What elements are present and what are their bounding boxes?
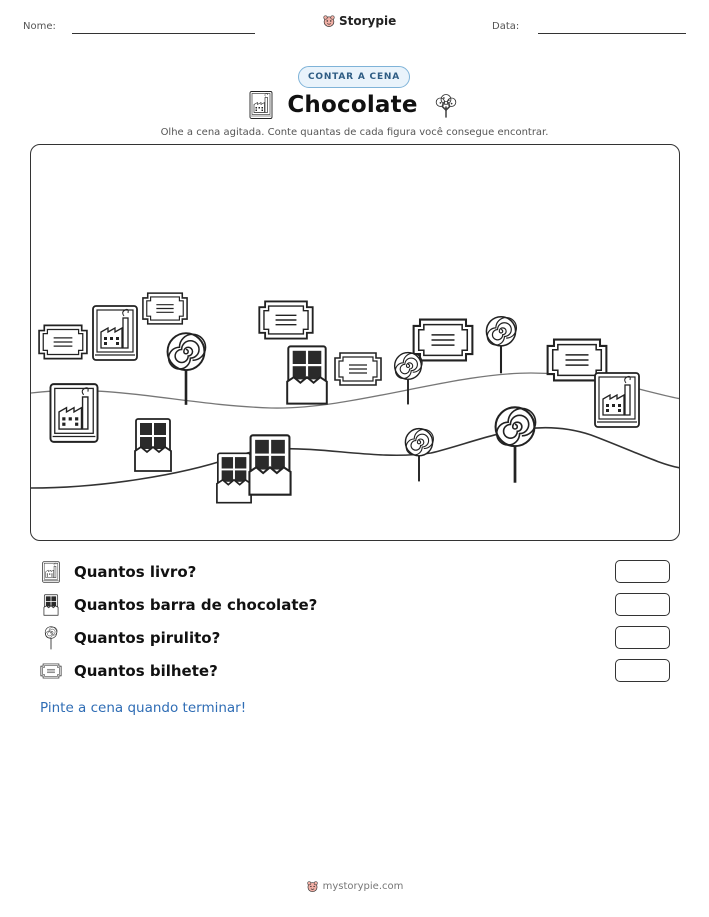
- chocolate-bar-icon: [43, 594, 59, 616]
- brand-name: Storypie: [339, 14, 397, 28]
- book-item: [593, 371, 641, 429]
- book-item: [47, 382, 101, 444]
- page-title: Chocolate: [287, 92, 418, 118]
- instructions: Olhe a cena agitada. Conte quantas de cada figura você consegue encontrar.: [160, 127, 549, 138]
- book-icon: [249, 90, 273, 120]
- question-row-chocolate-bar: [40, 592, 670, 618]
- mascot-icon: [306, 880, 319, 893]
- tree-icon: [432, 91, 460, 119]
- book-icon: [41, 561, 61, 583]
- lollipop-item: [391, 351, 425, 406]
- lollipop-item: [489, 405, 541, 485]
- scene-canvas: [30, 144, 680, 541]
- question-row-lollipop: [40, 625, 670, 651]
- chocolate-bar-item: [133, 417, 173, 473]
- ticket-item: [37, 323, 89, 361]
- lollipop-icon: [44, 626, 58, 650]
- chocolate-bar-item: [285, 343, 329, 407]
- name-line[interactable]: [72, 33, 255, 34]
- brand-logo: [322, 14, 396, 28]
- question-text: Quantos pirulito?: [74, 629, 221, 647]
- date-line[interactable]: [538, 33, 686, 34]
- answer-box-book[interactable]: [615, 560, 670, 583]
- question-row-book: [40, 559, 670, 585]
- question-row-ticket: [40, 658, 670, 684]
- lollipop-item: [401, 427, 437, 483]
- question-text: Quantos bilhete?: [74, 662, 218, 680]
- chocolate-bar-item: [247, 433, 293, 497]
- date-label: Data:: [492, 21, 520, 32]
- answer-box-ticket[interactable]: [615, 659, 670, 682]
- book-item: [91, 304, 139, 362]
- mascot-icon: [322, 14, 336, 28]
- coloring-note: Pinte a cena quando terminar!: [40, 700, 247, 716]
- lollipop-item: [483, 315, 519, 375]
- answer-box-lollipop[interactable]: [615, 626, 670, 649]
- question-text: Quantos livro?: [74, 563, 197, 581]
- answer-box-chocolate-bar[interactable]: [615, 593, 670, 616]
- name-label: Nome:: [23, 21, 56, 32]
- ticket-item: [257, 299, 315, 341]
- footer-site: mystorypie.com: [322, 881, 404, 892]
- title-row: [0, 90, 709, 120]
- lollipop-item: [162, 331, 210, 407]
- ticket-icon: [40, 663, 62, 679]
- activity-badge: CONTAR A CENA: [298, 66, 410, 88]
- question-text: Quantos barra de chocolate?: [74, 596, 318, 614]
- footer: [0, 880, 709, 893]
- ticket-item: [333, 351, 383, 387]
- ticket-item: [141, 291, 189, 326]
